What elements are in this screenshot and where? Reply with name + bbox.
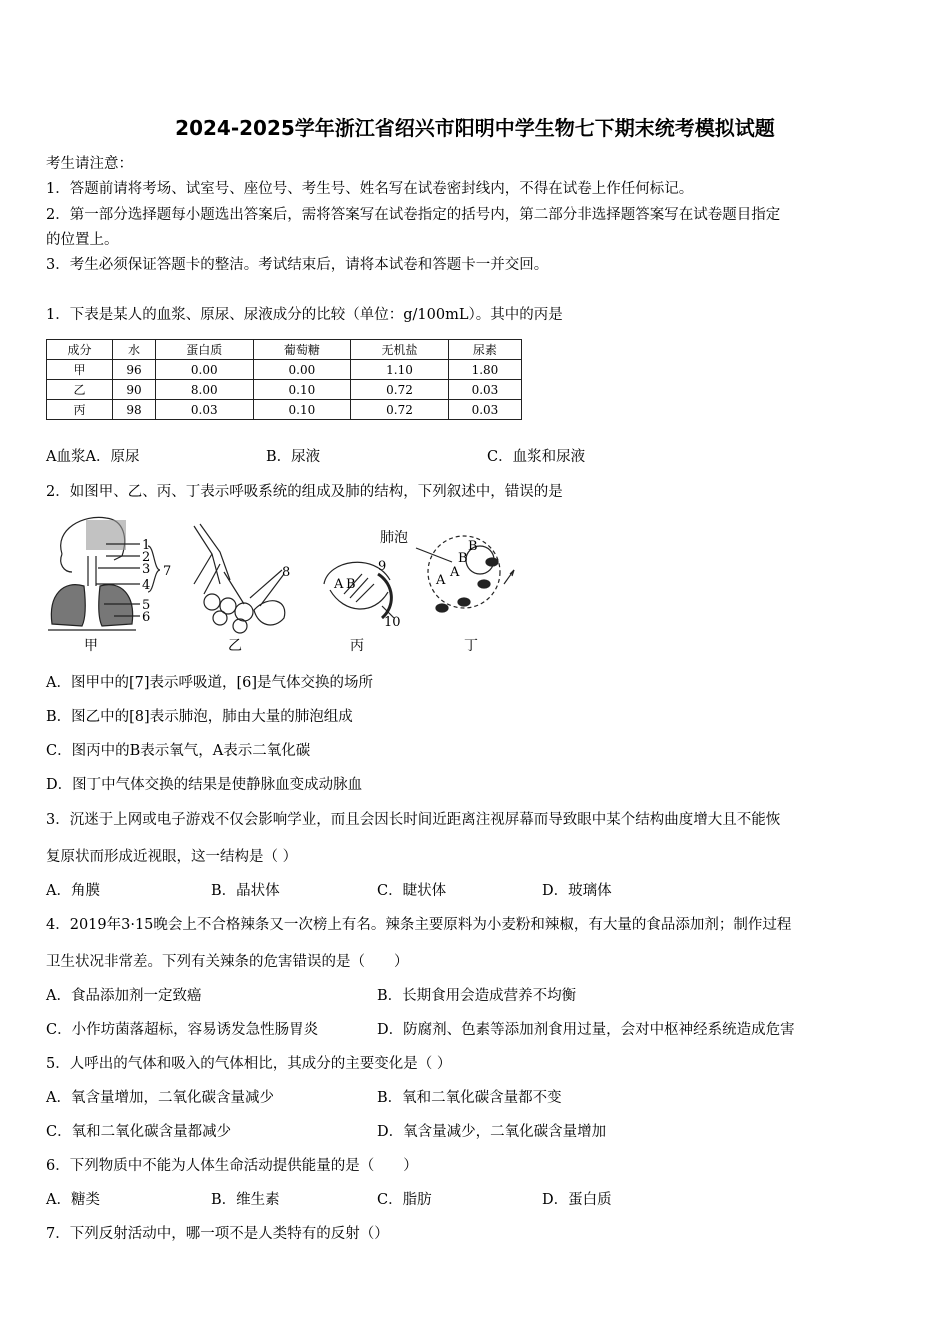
q3-option-b[interactable]: B．晶状体 bbox=[211, 883, 280, 899]
question-2-stem: 2．如图甲、乙、丙、丁表示呼吸系统的组成及肺的结构，下列叙述中，错误的是 bbox=[46, 484, 563, 500]
question-4-stem: 4．2019年3·15晚会上不合格辣条又一次榜上有名。辣条主要原料为小麦粉和辣椒，有大量的食品添加剂；制作过程 bbox=[46, 917, 792, 933]
table-row bbox=[47, 360, 522, 380]
q3-option-c[interactable]: C．睫状体 bbox=[377, 883, 447, 899]
table-cell: 0.03 bbox=[155, 400, 253, 420]
q5-option-a[interactable]: A．氧含量增加，二氧化碳含量减少 bbox=[46, 1090, 274, 1106]
q2-option-a[interactable]: A．图甲中的[7]表示呼吸道，[6]是气体交换的场所 bbox=[46, 675, 374, 691]
table-cell: 丙 bbox=[47, 400, 113, 420]
q6-option-b[interactable]: B．维生素 bbox=[211, 1192, 280, 1208]
figure-label: A bbox=[436, 573, 446, 588]
q1-option-c[interactable]: C．血浆和尿液 bbox=[487, 449, 586, 465]
q6-option-a[interactable]: A．糖类 bbox=[46, 1192, 100, 1208]
figure-label: 7 bbox=[163, 564, 172, 579]
q5-option-c[interactable]: C．氧和二氧化碳含量都减少 bbox=[46, 1124, 232, 1140]
notice-item: 1．答题前请将考场、试室号、座位号、考生号、姓名写在试卷密封线内，不得在试卷上作任何标记。 bbox=[46, 181, 694, 197]
q2-option-b[interactable]: B．图乙中的[8]表示肺泡，肺由大量的肺泡组成 bbox=[46, 709, 353, 725]
figure-label: 4 bbox=[142, 578, 151, 593]
q6-option-c[interactable]: C．脂肪 bbox=[377, 1192, 432, 1208]
question-5-stem: 5．人呼出的气体和吸入的气体相比，其成分的主要变化是（ ） bbox=[46, 1056, 452, 1072]
table-header: 无机盐 bbox=[351, 340, 449, 360]
figure-label: 肺泡 bbox=[380, 530, 408, 546]
table-cell: 1.10 bbox=[351, 360, 449, 380]
table-cell: 8.00 bbox=[155, 380, 253, 400]
q5-option-b[interactable]: B．氧和二氧化碳含量都不变 bbox=[377, 1090, 562, 1106]
table-header: 水 bbox=[112, 340, 155, 360]
figure-label: 5 bbox=[142, 598, 151, 613]
table-header: 葡萄糖 bbox=[253, 340, 351, 360]
question-3-stem-cont: 复原状而形成近视眼，这一结构是（ ） bbox=[46, 849, 298, 865]
notice-item: 3．考生必须保证答题卡的整洁。考试结束后，请将本试卷和答题卡一并交回。 bbox=[46, 257, 549, 273]
figure-label: 8 bbox=[282, 565, 291, 580]
figure-label: B bbox=[346, 577, 356, 592]
question-4-stem-cont: 卫生状况非常差。下列有关辣条的危害错误的是（ ） bbox=[46, 954, 409, 970]
question-1-stem: 1．下表是某人的血浆、原尿、尿液成分的比较（单位：g/100mL）。其中的丙是 bbox=[46, 307, 563, 323]
notice-heading: 考生请注意： bbox=[46, 156, 133, 172]
table-header: 尿素 bbox=[448, 340, 521, 360]
figure-label: A bbox=[334, 577, 344, 592]
figure-label: 6 bbox=[142, 610, 151, 625]
figure-label: B bbox=[458, 551, 468, 566]
table-cell: 0.72 bbox=[351, 380, 449, 400]
figure-label: 9 bbox=[378, 559, 387, 574]
figure-yi bbox=[194, 524, 285, 633]
question-7-stem: 7．下列反射活动中，哪一项不是人类特有的反射（） bbox=[46, 1226, 389, 1242]
figure-label: 10 bbox=[384, 615, 401, 630]
notice-item: 的位置上。 bbox=[46, 232, 119, 248]
q6-option-d[interactable]: D．蛋白质 bbox=[542, 1192, 612, 1208]
figure-label: A bbox=[450, 565, 460, 580]
table-cell: 98 bbox=[112, 400, 155, 420]
table-header: 蛋白质 bbox=[155, 340, 253, 360]
notice-item: 2．第一部分选择题每小题选出答案后，需将答案写在试卷指定的括号内，第二部分非选择题答案写在试卷题目指定 bbox=[46, 207, 781, 223]
figure-label: 3 bbox=[142, 562, 151, 577]
figure-label: B bbox=[468, 539, 478, 554]
table-cell: 0.72 bbox=[351, 400, 449, 420]
q1-option-a[interactable]: A血浆A．原尿 bbox=[46, 449, 140, 465]
q4-option-d[interactable]: D．防腐剂、色素等添加剂食用过量，会对中枢神经系统造成危害 bbox=[377, 1022, 795, 1038]
table-cell: 1.80 bbox=[448, 360, 521, 380]
figure-label: 1 bbox=[142, 538, 151, 553]
table-header: 成分 bbox=[47, 340, 113, 360]
table-row bbox=[47, 380, 522, 400]
table-cell: 乙 bbox=[47, 380, 113, 400]
q5-option-d[interactable]: D．氧含量减少，二氧化碳含量增加 bbox=[377, 1124, 607, 1140]
table-cell: 0.00 bbox=[253, 360, 351, 380]
table-cell: 0.10 bbox=[253, 400, 351, 420]
q4-option-c[interactable]: C．小作坊菌落超标，容易诱发急性肠胃炎 bbox=[46, 1022, 319, 1038]
q3-option-d[interactable]: D．玻璃体 bbox=[542, 883, 612, 899]
table-cell: 0.00 bbox=[155, 360, 253, 380]
table-row bbox=[47, 400, 522, 420]
q3-option-a[interactable]: A．角膜 bbox=[46, 883, 100, 899]
table-cell: 90 bbox=[112, 380, 155, 400]
figure-caption: 乙 bbox=[228, 638, 242, 654]
q2-option-c[interactable]: C．图丙中的B表示氧气，A表示二氧化碳 bbox=[46, 743, 311, 759]
figure-caption: 丙 bbox=[350, 638, 364, 654]
q4-option-b[interactable]: B．长期食用会造成营养不均衡 bbox=[377, 988, 577, 1004]
q1-option-b[interactable]: B．尿液 bbox=[266, 449, 321, 465]
table-cell: 甲 bbox=[47, 360, 113, 380]
q4-option-a[interactable]: A．食品添加剂一定致癌 bbox=[46, 988, 202, 1004]
composition-table bbox=[46, 339, 522, 420]
table-cell: 0.10 bbox=[253, 380, 351, 400]
respiratory-figure bbox=[44, 514, 524, 656]
table-cell: 0.03 bbox=[448, 380, 521, 400]
figure-label: 2 bbox=[142, 550, 151, 565]
table-cell: 96 bbox=[112, 360, 155, 380]
q2-option-d[interactable]: D．图丁中气体交换的结果是使静脉血变成动脉血 bbox=[46, 777, 363, 793]
figure-ding bbox=[416, 536, 514, 612]
question-6-stem: 6．下列物质中不能为人体生命活动提供能量的是（ ） bbox=[46, 1158, 418, 1174]
table-cell: 0.03 bbox=[448, 400, 521, 420]
figure-caption: 甲 bbox=[84, 638, 98, 654]
page-title: 2024-2025学年浙江省绍兴市阳明中学生物七下期末统考模拟试题 bbox=[175, 116, 775, 140]
table-header-row bbox=[47, 340, 522, 360]
question-3-stem: 3．沉迷于上网或电子游戏不仅会影响学业，而且会因长时间近距离注视屏幕而导致眼中某个结构曲度增大且不能恢 bbox=[46, 812, 781, 828]
figure-caption: 丁 bbox=[464, 638, 478, 654]
